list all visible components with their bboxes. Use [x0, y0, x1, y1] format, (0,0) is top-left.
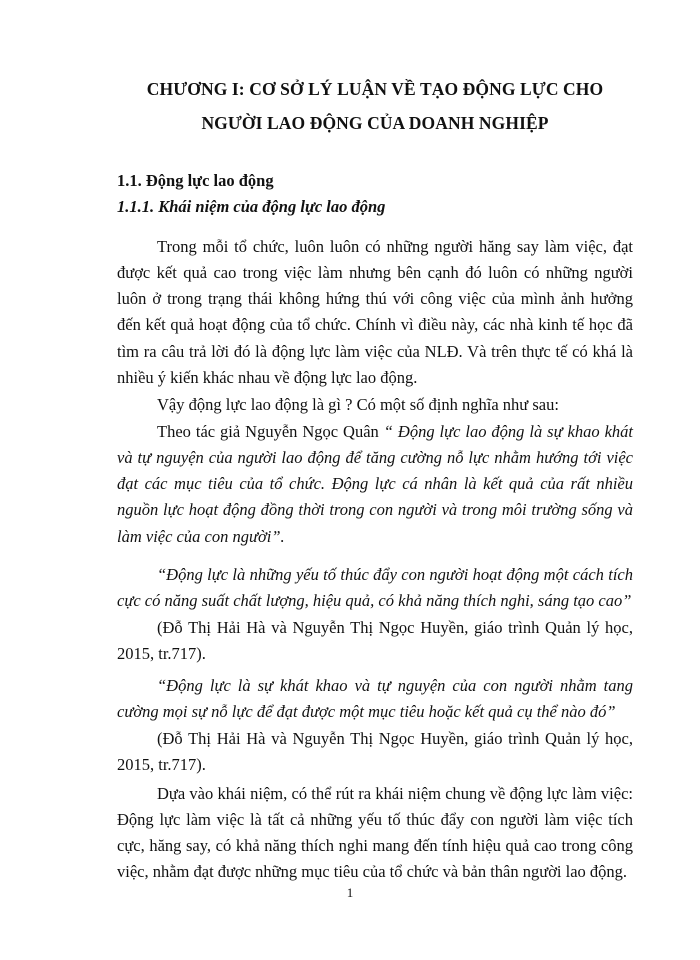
chapter-title-line-2: NGƯỜI LAO ĐỘNG CỦA DOANH NGHIỆP: [201, 113, 549, 133]
page-number: 1: [346, 885, 354, 900]
quote-definition-1: “Động lực là những yếu tố thúc đẩy con người hoạt động một cách tích cực có năng suất chất lượng, hiệu quả, có khả năng thích nghi, sáng tạo cao”: [117, 564, 633, 610]
definition-lead-text: Theo tác giả Nguyễn Ngọc Quân: [157, 421, 384, 441]
citation-2: (Đỗ Thị Hải Hà và Nguyễn Thị Ngọc Huyền, giáo trình Quản lý học, 2015, tr.717).: [117, 728, 633, 774]
citation-1: (Đỗ Thị Hải Hà và Nguyễn Thị Ngọc Huyền, giáo trình Quản lý học, 2015, tr.717).: [117, 617, 633, 663]
quote-definition-2: “Động lực là sự khát khao và tự nguyện của con người nhằm tang cường mọi sự nỗ lực để đạt được một mục tiêu hoặc kết quả cụ thể nào đó”: [117, 675, 633, 721]
section-heading: 1.1. Động lực lao động: [117, 171, 274, 190]
subsection-heading: 1.1.1. Khái niệm của động lực lao động: [117, 197, 386, 216]
paragraph-question: Vậy động lực lao động là gì ? Có một số định nghĩa như sau:: [157, 394, 559, 414]
paragraph-definition-quan: [117, 419, 633, 550]
paragraph-conclusion: Dựa vào khái niệm, có thể rút ra khái niệm chung về động lực làm việc: Động lực làm việc là tất cả những yếu tố thúc đẩy con người làm việc tích cực, hăng say, có khả năng thích nghi mang đến tính hiệu quả cao trong công việc, nhằm đạt được những mục tiêu của tổ chức và bản thân người lao động.: [117, 783, 633, 882]
definition-quote-text: “ Động lực lao động là sự khao khát và tự nguyện của người lao động để tăng cường nỗ lực nhằm hướng tới việc đạt các mục tiêu của tổ chức. Động lực cá nhân là kết quả của rất nhiều nguồn lực hoạt động đồng thời trong con người và trong môi trường sống và làm việc của con người”.: [117, 421, 633, 546]
paragraph-intro: Trong mỗi tổ chức, luôn luôn có những người hăng say làm việc, đạt được kết quả cao trong việc làm nhưng bên cạnh đó luôn có những người luôn ở trong trạng thái không hứng thú với công việc của mình ảnh hưởng đến kết quả hoạt động của tổ chức. Chính vì điều này, các nhà kinh tế học đã tìm ra câu trả lời đó là động lực làm việc của NLĐ. Và trên thực tế có khá là nhiều ý kiến khác nhau về động lực lao động.: [117, 236, 633, 387]
chapter-title-line-1: CHƯƠNG I: CƠ SỞ LÝ LUẬN VỀ TẠO ĐỘNG LỰC CHO: [146, 79, 604, 99]
